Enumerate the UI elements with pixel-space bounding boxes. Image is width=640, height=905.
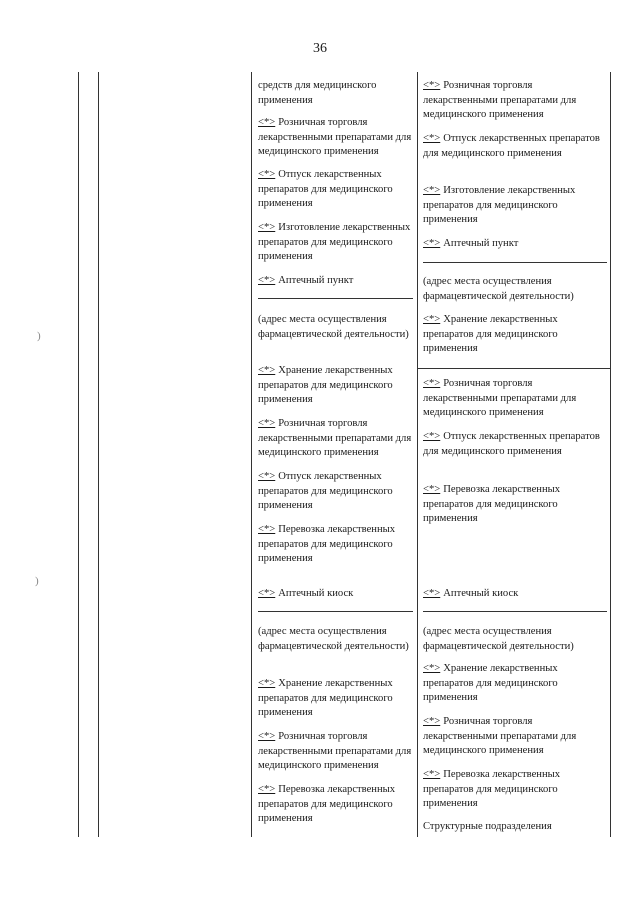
item-text: (адрес места осуществления фармацевтической деятельности) bbox=[423, 626, 574, 652]
middle-item bbox=[258, 730, 414, 774]
asterisk-marker: <*> bbox=[423, 716, 441, 727]
asterisk-marker: <*> bbox=[423, 133, 441, 144]
asterisk-marker: <*> bbox=[258, 731, 276, 742]
asterisk-marker: <*> bbox=[258, 169, 276, 180]
item-text: Розничная торговля лекарственными препаратами для медицинского применения bbox=[423, 716, 577, 757]
item-text: Аптечный пункт bbox=[278, 275, 354, 286]
asterisk-marker: <*> bbox=[423, 185, 441, 196]
right-item bbox=[423, 483, 608, 527]
item-text: Перевозка лекарственных препаратов для медицинского применения bbox=[423, 769, 561, 810]
table-border-inner bbox=[98, 72, 99, 837]
item-text: Аптечный киоск bbox=[443, 588, 519, 599]
page-number: 36 bbox=[313, 41, 327, 56]
item-text: (адрес места осуществления фармацевтической деятельности) bbox=[258, 626, 409, 652]
item-text: Изготовление лекарственных препаратов для медицинского применения bbox=[258, 222, 411, 263]
item-text: Хранение лекарственных препаратов для медицинского применения bbox=[423, 663, 558, 704]
item-text: (адрес места осуществления фармацевтической деятельности) bbox=[258, 314, 409, 340]
asterisk-marker: <*> bbox=[423, 314, 441, 325]
middle-item bbox=[258, 116, 414, 160]
item-text: (адрес места осуществления фармацевтической деятельности) bbox=[423, 276, 574, 302]
middle-item bbox=[258, 168, 414, 212]
middle-field-line-2 bbox=[258, 611, 413, 612]
asterisk-marker: <*> bbox=[423, 663, 441, 674]
asterisk-marker: <*> bbox=[423, 238, 441, 249]
item-text: Розничная торговля лекарственными препаратами для медицинского применения bbox=[258, 117, 412, 158]
middle-item bbox=[258, 417, 414, 461]
right-item bbox=[423, 820, 608, 835]
middle-item bbox=[258, 79, 414, 108]
asterisk-marker: <*> bbox=[258, 117, 276, 128]
middle-item bbox=[258, 783, 414, 827]
item-text: Хранение лекарственных препаратов для медицинского применения bbox=[258, 365, 393, 406]
item-text: средств для медицинского применения bbox=[258, 80, 377, 106]
item-text: Изготовление лекарственных препаратов для медицинского применения bbox=[423, 185, 576, 226]
asterisk-marker: <*> bbox=[258, 418, 276, 429]
item-text: Отпуск лекарственных препаратов для медицинского применения bbox=[423, 431, 600, 457]
asterisk-marker: <*> bbox=[258, 365, 276, 376]
right-item bbox=[423, 184, 608, 228]
item-text: Отпуск лекарственных препаратов для медицинского применения bbox=[258, 169, 393, 210]
right-item bbox=[423, 275, 608, 304]
table-border-right bbox=[610, 72, 611, 837]
item-text: Перевозка лекарственных препаратов для медицинского применения bbox=[423, 484, 561, 525]
asterisk-marker: <*> bbox=[258, 784, 276, 795]
item-text: Розничная торговля лекарственными препаратами для медицинского применения bbox=[258, 731, 412, 772]
right-item bbox=[423, 587, 608, 602]
right-item bbox=[423, 313, 608, 357]
middle-item bbox=[258, 677, 414, 721]
asterisk-marker: <*> bbox=[258, 524, 276, 535]
right-item bbox=[423, 79, 608, 123]
right-item bbox=[423, 377, 608, 421]
asterisk-marker: <*> bbox=[258, 222, 276, 233]
scan-mark: ) bbox=[37, 330, 41, 342]
table-column-divider-right bbox=[417, 72, 418, 837]
right-item bbox=[423, 768, 608, 812]
asterisk-marker: <*> bbox=[423, 484, 441, 495]
middle-item bbox=[258, 313, 414, 342]
asterisk-marker: <*> bbox=[423, 769, 441, 780]
item-text: Хранение лекарственных препаратов для медицинского применения bbox=[258, 678, 393, 719]
asterisk-marker: <*> bbox=[423, 588, 441, 599]
middle-item bbox=[258, 470, 414, 514]
middle-item bbox=[258, 625, 414, 654]
middle-item bbox=[258, 587, 414, 602]
right-item bbox=[423, 662, 608, 706]
asterisk-marker: <*> bbox=[423, 431, 441, 442]
right-item bbox=[423, 625, 608, 654]
item-text: Перевозка лекарственных препаратов для медицинского применения bbox=[258, 784, 396, 825]
right-item bbox=[423, 237, 608, 252]
asterisk-marker: <*> bbox=[423, 80, 441, 91]
asterisk-marker: <*> bbox=[423, 378, 441, 389]
asterisk-marker: <*> bbox=[258, 275, 276, 286]
right-row-divider bbox=[418, 368, 610, 369]
item-text: Аптечный киоск bbox=[278, 588, 354, 599]
middle-item bbox=[258, 364, 414, 408]
item-text: Перевозка лекарственных препаратов для медицинского применения bbox=[258, 524, 396, 565]
right-item bbox=[423, 132, 608, 161]
table-column-divider-middle bbox=[251, 72, 252, 837]
middle-item bbox=[258, 523, 414, 567]
scan-mark: ) bbox=[35, 575, 39, 587]
middle-item bbox=[258, 274, 414, 289]
table-border-left bbox=[78, 72, 79, 837]
item-text: Отпуск лекарственных препаратов для медицинского применения bbox=[258, 471, 393, 512]
item-text: Розничная торговля лекарственными препаратами для медицинского применения bbox=[423, 378, 577, 419]
item-text: Отпуск лекарственных препаратов для медицинского применения bbox=[423, 133, 600, 159]
item-text: Хранение лекарственных препаратов для медицинского применения bbox=[423, 314, 558, 355]
right-field-line-2 bbox=[423, 611, 607, 612]
right-item bbox=[423, 430, 608, 459]
asterisk-marker: <*> bbox=[258, 588, 276, 599]
item-text: Структурные подразделения bbox=[423, 821, 552, 832]
asterisk-marker: <*> bbox=[258, 471, 276, 482]
right-item bbox=[423, 715, 608, 759]
item-text: Аптечный пункт bbox=[443, 238, 519, 249]
asterisk-marker: <*> bbox=[258, 678, 276, 689]
item-text: Розничная торговля лекарственными препаратами для медицинского применения bbox=[258, 418, 412, 459]
middle-field-line-1 bbox=[258, 298, 413, 299]
right-field-line-1 bbox=[423, 262, 607, 263]
item-text: Розничная торговля лекарственными препаратами для медицинского применения bbox=[423, 80, 577, 121]
middle-item bbox=[258, 221, 414, 265]
